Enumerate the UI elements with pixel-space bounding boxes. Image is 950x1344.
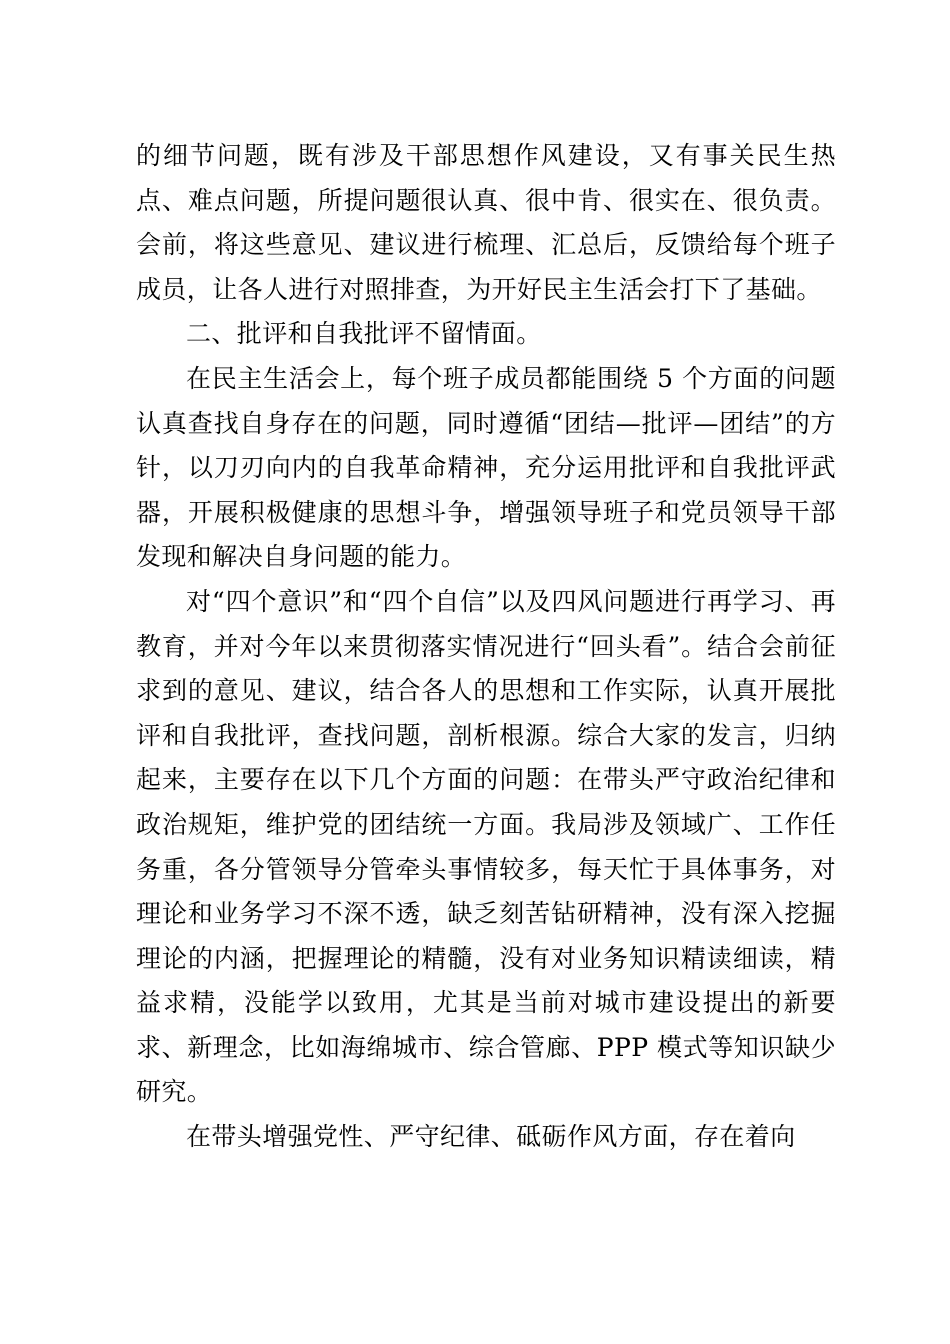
paragraph-problem-analysis: 对“四个意识”和“四个自信”以及四风问题进行再学习、再教育，并对今年以来贯彻落实情况进行“回头看”。结合会前征求到的意见、建议，结合各人的思想和工作实际，认真开展批评和自我批评，查找问题，剖析根源。综合大家的发言，归纳起来，主要存在以下几个方面的问题：在带头严守政治纪律和政治规矩，维护党的团结统一方面。我局涉及领域广、工作任务重，各分管领导分管牵头事情较多，每天忙于具体事务，对理论和业务学习不深不透，缺乏刻苦钻研精神，没有深入挖掘理论的内涵，把握理论的精髓，没有对业务知识精读细读，精益求精，没能学以致用，尤其是当前对城市建设提出的新要求、新理念，比如海绵城市、综合管廊、PPP 模式等知识缺少研究。 (136, 586, 836, 1107)
document-page (136, 134, 836, 1160)
paragraph-party-discipline: 在带头增强党性、严守纪律、砥砺作风方面，存在着向 (186, 1122, 796, 1152)
section-heading-criticism: 二、批评和自我批评不留情面。 (186, 319, 542, 349)
paragraph-meeting-summary: 在民主生活会上，每个班子成员都能围绕 5 个方面的问题认真查找自身存在的问题，同时遵循“团结—批评—团结”的方针，以刀刃向内的自我革命精神，充分运用批评和自我批评武器，开展积极健康的思想斗争，增强领导班子和党员领导干部发现和解决自身问题的能力。 (136, 363, 836, 572)
paragraph-continuation: 的细节问题，既有涉及干部思想作风建设，又有事关民生热点、难点问题，所提问题很认真、很中肯、很实在、很负责。会前，将这些意见、建议进行梳理、汇总后，反馈给每个班子成员，让各人进行对照排查，为开好民主生活会打下了基础。 (136, 141, 836, 304)
